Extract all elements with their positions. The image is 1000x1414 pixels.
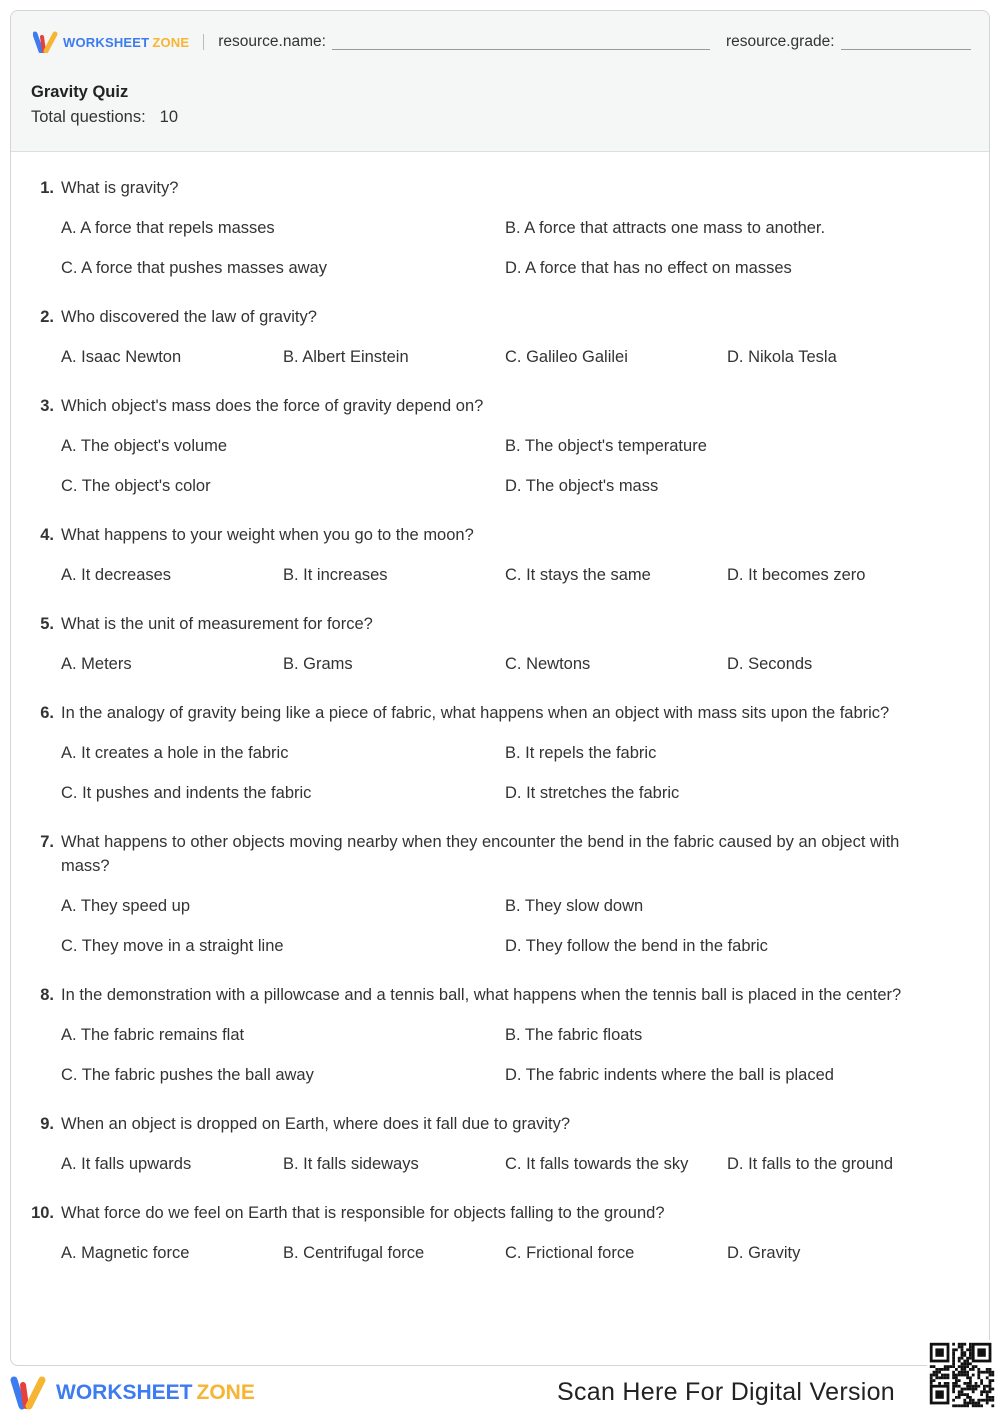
answer-option[interactable]: B. A force that attracts one mass to another. xyxy=(505,219,826,237)
question-text-row xyxy=(11,394,989,418)
grade-label: resource.grade: xyxy=(725,33,835,50)
question-text: In the analogy of gravity being like a piece of fabric, what happens when an object with mass sits upon the fabric? xyxy=(61,704,890,722)
answer-option[interactable]: B. It increases xyxy=(283,566,388,584)
question-text-row xyxy=(11,523,989,547)
answer-option[interactable]: B. The fabric floats xyxy=(505,1026,643,1044)
answer-option[interactable]: D. Gravity xyxy=(727,1244,801,1262)
question-item xyxy=(11,1112,989,1184)
divider xyxy=(203,34,204,50)
question-text: Which object's mass does the force of gravity depend on? xyxy=(61,397,484,415)
question-number: 4. xyxy=(40,526,54,544)
quiz-title: Gravity Quiz xyxy=(31,83,129,101)
question-text-row xyxy=(11,1201,989,1225)
options xyxy=(11,337,989,377)
question-number: 10. xyxy=(31,1204,54,1222)
question-text: What is gravity? xyxy=(61,179,179,197)
logo-icon xyxy=(33,31,63,53)
question-text: What happens to your weight when you go to the moon? xyxy=(61,526,474,544)
grade-field[interactable] xyxy=(841,35,971,50)
answer-option[interactable]: D. The fabric indents where the ball is placed xyxy=(505,1066,834,1084)
name-field[interactable] xyxy=(332,35,710,50)
question-number: 8. xyxy=(40,986,54,1004)
question-item xyxy=(11,523,989,595)
answer-option[interactable]: D. It falls to the ground xyxy=(727,1155,894,1173)
worksheet-header xyxy=(11,11,989,152)
answer-option[interactable]: D. Nikola Tesla xyxy=(727,348,837,366)
answer-option[interactable]: D. The object's mass xyxy=(505,477,659,495)
options xyxy=(11,733,989,813)
answer-option[interactable]: A. It creates a hole in the fabric xyxy=(61,744,289,762)
answer-option[interactable]: D. A force that has no effect on masses xyxy=(505,259,792,277)
question-number: 9. xyxy=(40,1115,54,1133)
options xyxy=(11,208,989,288)
answer-option[interactable]: B. It repels the fabric xyxy=(505,744,657,762)
answer-option[interactable]: A. Magnetic force xyxy=(61,1244,190,1262)
question-number: 7. xyxy=(40,833,54,851)
header-row xyxy=(33,31,971,53)
answer-option[interactable]: C. It stays the same xyxy=(505,566,651,584)
answer-option[interactable]: A. It falls upwards xyxy=(61,1155,192,1173)
question-text-row xyxy=(11,983,989,1007)
answer-option[interactable]: C. It falls towards the sky xyxy=(505,1155,689,1173)
footer-brand-worksheet: WORKSHEET xyxy=(56,1381,193,1404)
question-text: What force do we feel on Earth that is responsible for objects falling to the ground? xyxy=(61,1204,665,1222)
question-item xyxy=(11,1201,989,1273)
footer-brand-logo xyxy=(10,1376,255,1410)
question-text: In the demonstration with a pillowcase and a tennis ball, what happens when the tennis ball is placed in the center? xyxy=(61,986,902,1004)
question-text-row xyxy=(11,305,989,329)
worksheet-card xyxy=(10,10,990,1366)
answer-option[interactable]: B. The object's temperature xyxy=(505,437,707,455)
answer-option[interactable]: C. Newtons xyxy=(505,655,591,673)
question-number: 2. xyxy=(40,308,54,326)
answer-option[interactable]: A. They speed up xyxy=(61,897,191,915)
answer-option[interactable]: C. They move in a straight line xyxy=(61,937,284,955)
answer-option[interactable]: D. Seconds xyxy=(727,655,813,673)
answer-option[interactable]: A. The object's volume xyxy=(61,437,228,455)
brand-zone: ZONE xyxy=(152,34,190,50)
question-number: 3. xyxy=(40,397,54,415)
answer-option[interactable]: A. A force that repels masses xyxy=(61,219,275,237)
scan-text: Scan Here For Digital Version xyxy=(557,1378,896,1406)
answer-option[interactable]: C. Galileo Galilei xyxy=(505,348,628,366)
question-number: 1. xyxy=(40,179,54,197)
question-text: What is the unit of measurement for force? xyxy=(61,615,373,633)
question-text: Who discovered the law of gravity? xyxy=(61,308,317,326)
answer-option[interactable]: D. It stretches the fabric xyxy=(505,784,680,802)
total-label: Total questions: xyxy=(31,108,146,126)
answer-option[interactable]: A. Meters xyxy=(61,655,132,673)
answer-option[interactable]: A. The fabric remains flat xyxy=(61,1026,245,1044)
question-text: What happens to other objects moving nearby when they encounter the bend in the fabric caused by an object with mass? xyxy=(61,833,900,875)
question-text: When an object is dropped on Earth, where does it fall due to gravity? xyxy=(61,1115,571,1133)
question-text-row xyxy=(11,1112,989,1136)
options xyxy=(11,1144,989,1184)
question-item xyxy=(11,176,989,288)
question-number: 5. xyxy=(40,615,54,633)
question-item xyxy=(11,983,989,1095)
answer-option[interactable]: C. Frictional force xyxy=(505,1244,635,1262)
options xyxy=(11,426,989,506)
answer-option[interactable]: B. Centrifugal force xyxy=(283,1244,425,1262)
question-item xyxy=(11,305,989,377)
options xyxy=(11,1015,989,1095)
qr-code-icon[interactable] xyxy=(927,1340,997,1410)
options xyxy=(11,1233,989,1273)
question-item xyxy=(11,701,989,813)
answer-option[interactable]: B. Grams xyxy=(283,655,353,673)
answer-option[interactable]: B. Albert Einstein xyxy=(283,348,409,366)
options xyxy=(11,555,989,595)
question-item xyxy=(11,394,989,506)
answer-option[interactable]: C. A force that pushes masses away xyxy=(61,259,327,277)
footer-brand-zone: ZONE xyxy=(196,1381,255,1404)
options xyxy=(11,886,989,966)
answer-option[interactable]: D. It becomes zero xyxy=(727,566,866,584)
answer-option[interactable]: C. The object's color xyxy=(61,477,211,495)
answer-option[interactable]: B. It falls sideways xyxy=(283,1155,419,1173)
question-text-row xyxy=(11,176,989,200)
answer-option[interactable]: A. Isaac Newton xyxy=(61,348,182,366)
logo-icon xyxy=(10,1376,52,1410)
total-value: 10 xyxy=(159,108,179,126)
answer-option[interactable]: A. It decreases xyxy=(61,566,172,584)
total-questions xyxy=(31,108,178,127)
answer-option[interactable]: D. They follow the bend in the fabric xyxy=(505,937,768,955)
question-item xyxy=(11,830,989,966)
options xyxy=(11,644,989,684)
question-item xyxy=(11,612,989,684)
question-list xyxy=(11,176,989,1290)
answer-option[interactable]: C. The fabric pushes the ball away xyxy=(61,1066,314,1084)
question-text-row xyxy=(11,701,989,725)
question-text-row xyxy=(11,830,989,878)
question-number: 6. xyxy=(40,704,54,722)
brand-worksheet: WORKSHEET xyxy=(63,34,150,50)
answer-option[interactable]: B. They slow down xyxy=(505,897,644,915)
name-label: resource.name: xyxy=(218,33,326,50)
answer-option[interactable]: C. It pushes and indents the fabric xyxy=(61,784,312,802)
brand-logo xyxy=(33,31,189,53)
question-text-row xyxy=(11,612,989,636)
